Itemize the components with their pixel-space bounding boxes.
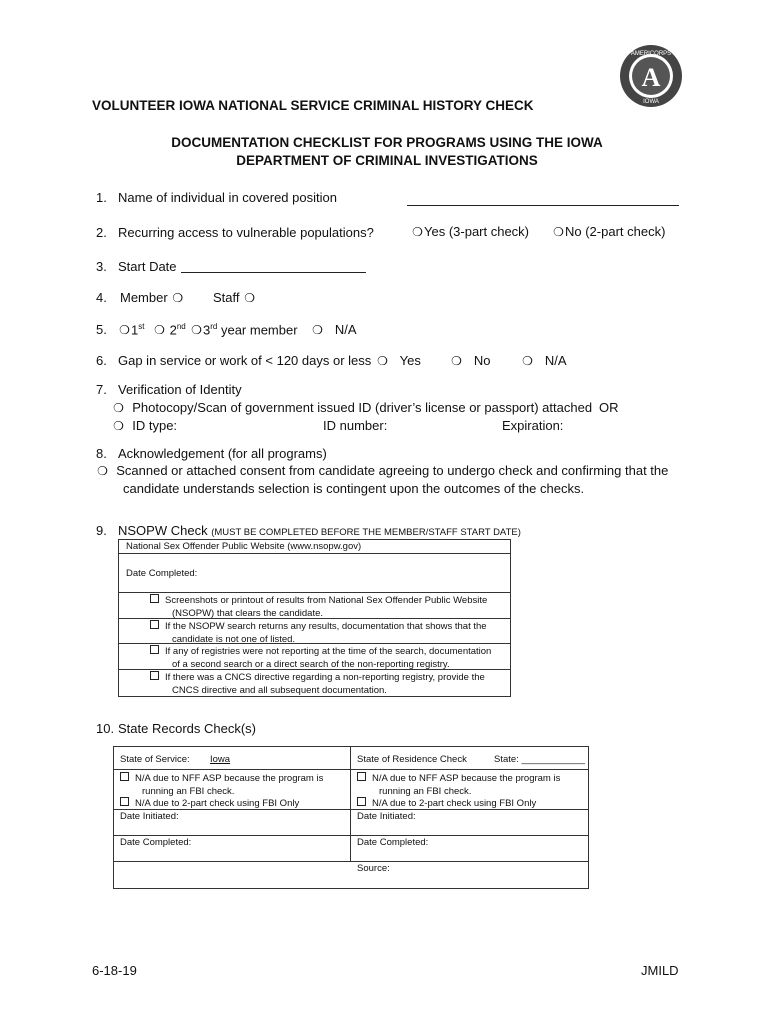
item-4: 4. <box>96 290 107 305</box>
or-label: OR <box>599 400 619 415</box>
state-of-residence-value[interactable]: State: ____________ <box>494 754 585 765</box>
item-3-label: Start Date <box>118 259 177 274</box>
radio-icon: ❍ <box>119 323 130 338</box>
gap-na-option[interactable]: ❍ N/A <box>522 353 567 368</box>
right-na-fbi-option[interactable]: N/A due to 2-part check using FBI Only <box>357 797 536 811</box>
year-2-option[interactable]: ❍ 2nd <box>154 322 186 338</box>
nsopw-row[interactable]: If the NSOPW search returns any results, documentation that shows that the candidate is not one of listed. <box>150 620 487 646</box>
divider <box>350 746 351 861</box>
checkbox-icon <box>150 645 159 654</box>
item-8-label: Acknowledgement (for all programs) <box>118 446 327 461</box>
gap-no-option[interactable]: ❍ No <box>451 353 491 368</box>
radio-icon: ❍ <box>244 291 256 305</box>
photocopy-id-option[interactable]: ❍ Photocopy/Scan of government issued ID (driver’s license or passport) attached <box>113 400 593 415</box>
item-6: 6. Gap in service or work of < 120 days or less <box>96 353 372 368</box>
checkbox-icon <box>120 772 129 781</box>
checkbox-icon <box>120 797 129 806</box>
right-date-initiated[interactable]: Date Initiated: <box>357 811 416 822</box>
left-date-initiated[interactable]: Date Initiated: <box>120 811 179 822</box>
divider <box>114 835 588 836</box>
nsopw-row[interactable]: If any of registries were not reporting at the time of the search, documentation of a second search or a direct search of the non-reporting registry. <box>150 645 491 671</box>
radio-icon: ❍ <box>522 354 533 368</box>
year-1-option[interactable]: ❍1st <box>119 322 145 338</box>
gap-yes-option[interactable]: ❍ Yes <box>377 353 421 368</box>
state-of-service-value[interactable]: Iowa <box>210 754 231 765</box>
right-source[interactable]: Source: <box>357 863 390 874</box>
item-1-label: Name of individual in covered position <box>118 190 337 205</box>
item-6-label: Gap in service or work of < 120 days or less <box>118 353 372 368</box>
consent-option[interactable]: ❍ Scanned or attached consent from candidate agreeing to undergo check and confirming that the <box>97 463 669 478</box>
divider <box>119 592 510 593</box>
state-of-service-label: State of Service: <box>120 754 190 765</box>
item-8: 8. Acknowledgement (for all programs) <box>96 446 327 461</box>
checkbox-icon <box>357 772 366 781</box>
member-option[interactable]: Member ❍ <box>120 290 184 305</box>
radio-icon: ❍ <box>113 419 124 433</box>
nsopw-row[interactable]: Screenshots or printout of results from National Sex Offender Public Website (NSOPW) that clears the candidate. <box>150 594 487 620</box>
checkbox-icon <box>150 594 159 603</box>
radio-icon: ❍ <box>191 323 202 338</box>
americorps-iowa-logo <box>619 44 683 108</box>
radio-icon: ❍ <box>553 225 564 239</box>
footer-code: JMILD <box>641 963 679 978</box>
divider <box>114 861 588 862</box>
name-field[interactable] <box>407 205 679 206</box>
checkbox-icon <box>357 797 366 806</box>
staff-option[interactable]: Staff ❍ <box>213 290 256 305</box>
item-9: 9. NSOPW Check (MUST BE COMPLETED BEFORE THE MEMBER/STAFF START DATE) <box>96 523 521 538</box>
item-5: 5. <box>96 322 107 337</box>
radio-icon: ❍ <box>97 464 108 478</box>
no-2-part-option[interactable]: ❍No (2-part check) <box>553 224 666 239</box>
radio-icon: ❍ <box>451 354 462 368</box>
start-date-field[interactable] <box>181 272 366 273</box>
checkbox-icon <box>150 671 159 680</box>
radio-icon: ❍ <box>172 291 184 305</box>
logo-letter: A <box>641 63 661 92</box>
subtitle-line1: DOCUMENTATION CHECKLIST FOR PROGRAMS USING THE IOWA <box>171 135 603 150</box>
nsopw-row[interactable]: If there was a CNCS directive regarding a non-reporting registry, provide the CNCS directive and all subsequent documentation. <box>150 671 485 697</box>
item-7: 7. Verification of Identity <box>96 382 242 397</box>
left-na-fbi-option[interactable]: N/A due to 2-part check using FBI Only <box>120 797 299 811</box>
right-date-completed[interactable]: Date Completed: <box>357 837 429 848</box>
state-of-residence-label: State of Residence Check <box>357 754 467 765</box>
id-type-option[interactable]: ❍ ID type: <box>113 418 178 433</box>
item-10-label: State Records Check(s) <box>118 721 256 736</box>
item-2-label: Recurring access to vulnerable populations? <box>118 225 374 240</box>
expiration-label: Expiration: <box>502 418 564 433</box>
item-3: 3. Start Date <box>96 259 177 274</box>
item-7-label: Verification of Identity <box>118 382 242 397</box>
consent-line2: candidate understands selection is contingent upon the outcomes of the checks. <box>123 481 585 496</box>
item-9-note: (MUST BE COMPLETED BEFORE THE MEMBER/STAFF START DATE) <box>211 527 521 538</box>
right-na-nff-option[interactable]: N/A due to NFF ASP because the program is running an FBI check. <box>357 772 560 798</box>
year-na-option[interactable]: ❍ N/A <box>312 322 357 337</box>
left-date-completed[interactable]: Date Completed: <box>120 837 192 848</box>
checkbox-icon <box>150 620 159 629</box>
radio-icon: ❍ <box>312 323 323 337</box>
item-9-label: NSOPW Check <box>118 523 208 538</box>
nsopw-header: National Sex Offender Public Website (www.nsopw.gov) <box>126 541 362 552</box>
radio-icon: ❍ <box>412 225 423 239</box>
item-2: 2. Recurring access to vulnerable populations? <box>96 225 374 240</box>
subtitle-line2: DEPARTMENT OF CRIMINAL INVESTIGATIONS <box>236 153 538 168</box>
item-10: 10. State Records Check(s) <box>96 721 256 736</box>
radio-icon: ❍ <box>154 323 165 338</box>
logo-text-bottom: IOWA <box>643 99 659 105</box>
state-records-table <box>113 746 589 889</box>
page-title: VOLUNTEER IOWA NATIONAL SERVICE CRIMINAL HISTORY CHECK <box>92 98 534 113</box>
nsopw-date-completed[interactable]: Date Completed: <box>126 568 198 579</box>
id-number-label: ID number: <box>323 418 388 433</box>
divider <box>114 769 588 770</box>
yes-3-part-option[interactable]: ❍Yes (3-part check) <box>412 224 530 239</box>
logo-text-top: AMERICORPS <box>630 51 672 57</box>
radio-icon: ❍ <box>113 401 124 415</box>
item-1: 1. Name of individual in covered position <box>96 190 337 205</box>
year-3-option[interactable]: ❍3rd year member <box>191 322 298 338</box>
radio-icon: ❍ <box>377 354 388 368</box>
footer-date: 6-18-19 <box>92 963 137 978</box>
left-na-nff-option[interactable]: N/A due to NFF ASP because the program is running an FBI check. <box>120 772 323 798</box>
